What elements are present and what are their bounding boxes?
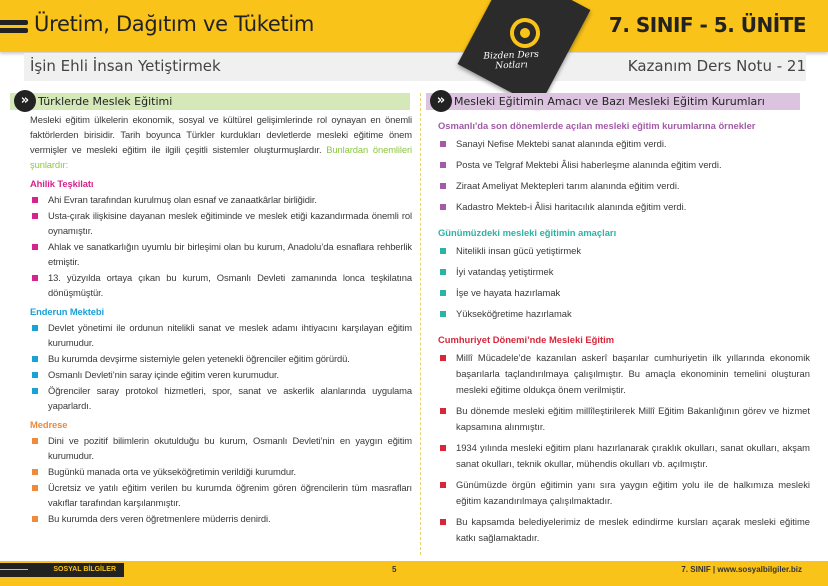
- bullet-item: Öğrenciler saray protokol hizmetleri, spor, sanat ve askerlik alanlarında uygulama yaparlardı.: [30, 383, 412, 413]
- bullet-item: Ziraat Ameliyat Mektepleri tarım alanında eğitim verdi.: [438, 178, 810, 194]
- section-heading-text: Mesleki Eğitimin Amacı ve Bazı Mesleki Eğitim Kurumları: [454, 95, 765, 108]
- subtitle: İşin Ehli İnsan Yetiştirmek: [30, 57, 221, 75]
- bullet-item: Dini ve pozitif bilimlerin okutulduğu bu kurum, Osmanlı Devleti’nin en yaygın eğitim kurumudur.: [30, 433, 412, 463]
- section-heading-text: Türklerde Meslek Eğitimi: [38, 95, 173, 108]
- bullet-item: Nitelikli insan gücü yetiştirmek: [438, 243, 810, 259]
- page-number: 5: [392, 565, 397, 574]
- intro-text: Mesleki eğitim ülkelerin ekonomik, sosyal ve kültürel gelişimlerinde rol oynayan en önemli faktörlerden birisidir. Tarih boyunca Türkler kurdukları devletlerde mesleki eğitime önem vermişler ve mesleki eğitim ile ilgili çeşitli sistemler oluşturmuşlardır.: [30, 114, 412, 155]
- bullet-item: Bu kurumda devşirme sistemiyle gelen yetenekli öğrenciler eğitim görürdü.: [30, 351, 412, 366]
- bullet-item: Devlet yönetimi ile ordunun nitelikli sanat ve meslek adamı ihtiyacını karşılayan eğitim kurumudur.: [30, 320, 412, 350]
- bullet-item: Günümüzde örgün eğitimin yanı sıra yaygın eğitim yolu ile de halkımıza mesleki eğitim kazandırılmaya çalışılmaktadır.: [438, 477, 810, 509]
- bullet-item: 13. yüzyılda ortaya çıkan bu kurum, Osmanlı Devleti zamanında lonca teşkilatına dönüşmüştür.: [30, 270, 412, 300]
- bullet-item: Ücretsiz ve yatılı eğitim verilen bu kurumda öğrenim gören öğrencilerin tüm masrafları vakıflar tarafından karşılanmıştır.: [30, 480, 412, 510]
- subsection-title: Günümüzdeki mesleki eğitimin amaçları: [438, 227, 617, 238]
- left-column: [30, 112, 412, 527]
- column-divider: [420, 93, 421, 555]
- double-chevron-icon: »: [14, 90, 36, 112]
- intro-paragraph: [30, 112, 412, 172]
- page-title: Üretim, Dağıtım ve Tüketim: [34, 12, 315, 36]
- bullet-item: Ahlak ve sanatkarlığın uyumlu bir birleşimi olan bu kurum, Anadolu’da esnaflara rehberlik etmiştir.: [30, 239, 412, 269]
- section-heading-left: [10, 93, 410, 110]
- bullet-item: Posta ve Telgraf Mektebi Âlisi haberleşme alanında eğitim verdi.: [438, 157, 810, 173]
- right-column: [438, 114, 810, 551]
- target-icon: [505, 13, 546, 54]
- double-chevron-icon: »: [430, 90, 452, 112]
- subsection-title: Medrese: [30, 419, 68, 430]
- bullet-item: Usta-çırak ilişkisine dayanan meslek eğitiminde ve meslek etiği kazandırmada önemli rol oynamıştır.: [30, 208, 412, 238]
- logo-text: Bizden Ders Notları: [483, 49, 540, 72]
- bullet-item: Osmanlı Devleti’nin saray içinde eğitim veren kurumudur.: [30, 367, 412, 382]
- bullet-item: Millî Mücadele’de kazanılan askerî başarılar cumhuriyetin ilk yıllarında ekonomik başarılarla taçlandırılmaya çalışılmıştır. Bu amaçla ekonominin temelini oluşturan mesleki eğitime oldukça önem verilmiştir.: [438, 350, 810, 398]
- bullet-item: Yükseköğretime hazırlamak: [438, 306, 810, 322]
- section-heading-right: [426, 93, 800, 110]
- bullet-item: Ahi Evran tarafından kurulmuş olan esnaf ve zanaatkârlar birliğidir.: [30, 192, 412, 207]
- subsection-title: Osmanlı'da son dönemlerde açılan mesleki eğitim kurumlarına örnekler: [438, 120, 756, 131]
- bullet-item: 1934 yılında mesleki eğitim planı hazırlanarak çıraklık okulları, sanat okulları, akşam sanat okulları, teknik okullar, mühendis okulları vb. açılmıştır.: [438, 440, 810, 472]
- menu-bars-icon: [0, 20, 28, 36]
- bullet-item: İşe ve hayata hazırlamak: [438, 285, 810, 301]
- bullet-item: İyi vatandaş yetiştirmek: [438, 264, 810, 280]
- subsection-title: Cumhuriyet Dönemi’nde Mesleki Eğitim: [438, 334, 615, 345]
- footer-subject: SOSYAL BİLGİLER: [0, 563, 124, 577]
- bullet-item: Bu kapsamda belediyelerimiz de meslek edindirme kursları açarak mesleki eğitime katkı sağlamaktadır.: [438, 514, 810, 546]
- subsection-title: Enderun Mektebi: [30, 306, 105, 317]
- bullet-item: Bu kurumda ders veren öğretmenlere müderris denirdi.: [30, 511, 412, 526]
- bullet-item: Sanayi Nefise Mektebi sanat alanında eğitim verdi.: [438, 136, 810, 152]
- footer-website: 7. SINIF | www.sosyalbilgiler.biz: [681, 565, 802, 574]
- bullet-item: Bugünkü manada orta ve yükseköğretimin verildiği kurumdur.: [30, 464, 412, 479]
- intro-highlight: Bunlardan önemlileri şunlardır:: [30, 144, 412, 170]
- bullet-item: Kadastro Mekteb-i Âlisi haritacılık alanında eğitim verdi.: [438, 199, 810, 215]
- subsection-title: Ahilik Teşkilatı: [30, 178, 94, 189]
- unit-label: 7. SINIF - 5. ÜNİTE: [608, 13, 806, 37]
- lesson-note-number: Kazanım Ders Notu - 21: [627, 57, 806, 75]
- bullet-item: Bu dönemde mesleki eğitim millîleştirilerek Millî Eğitim Bakanlığının görev ve hizmet kapsamına alınmıştır.: [438, 403, 810, 435]
